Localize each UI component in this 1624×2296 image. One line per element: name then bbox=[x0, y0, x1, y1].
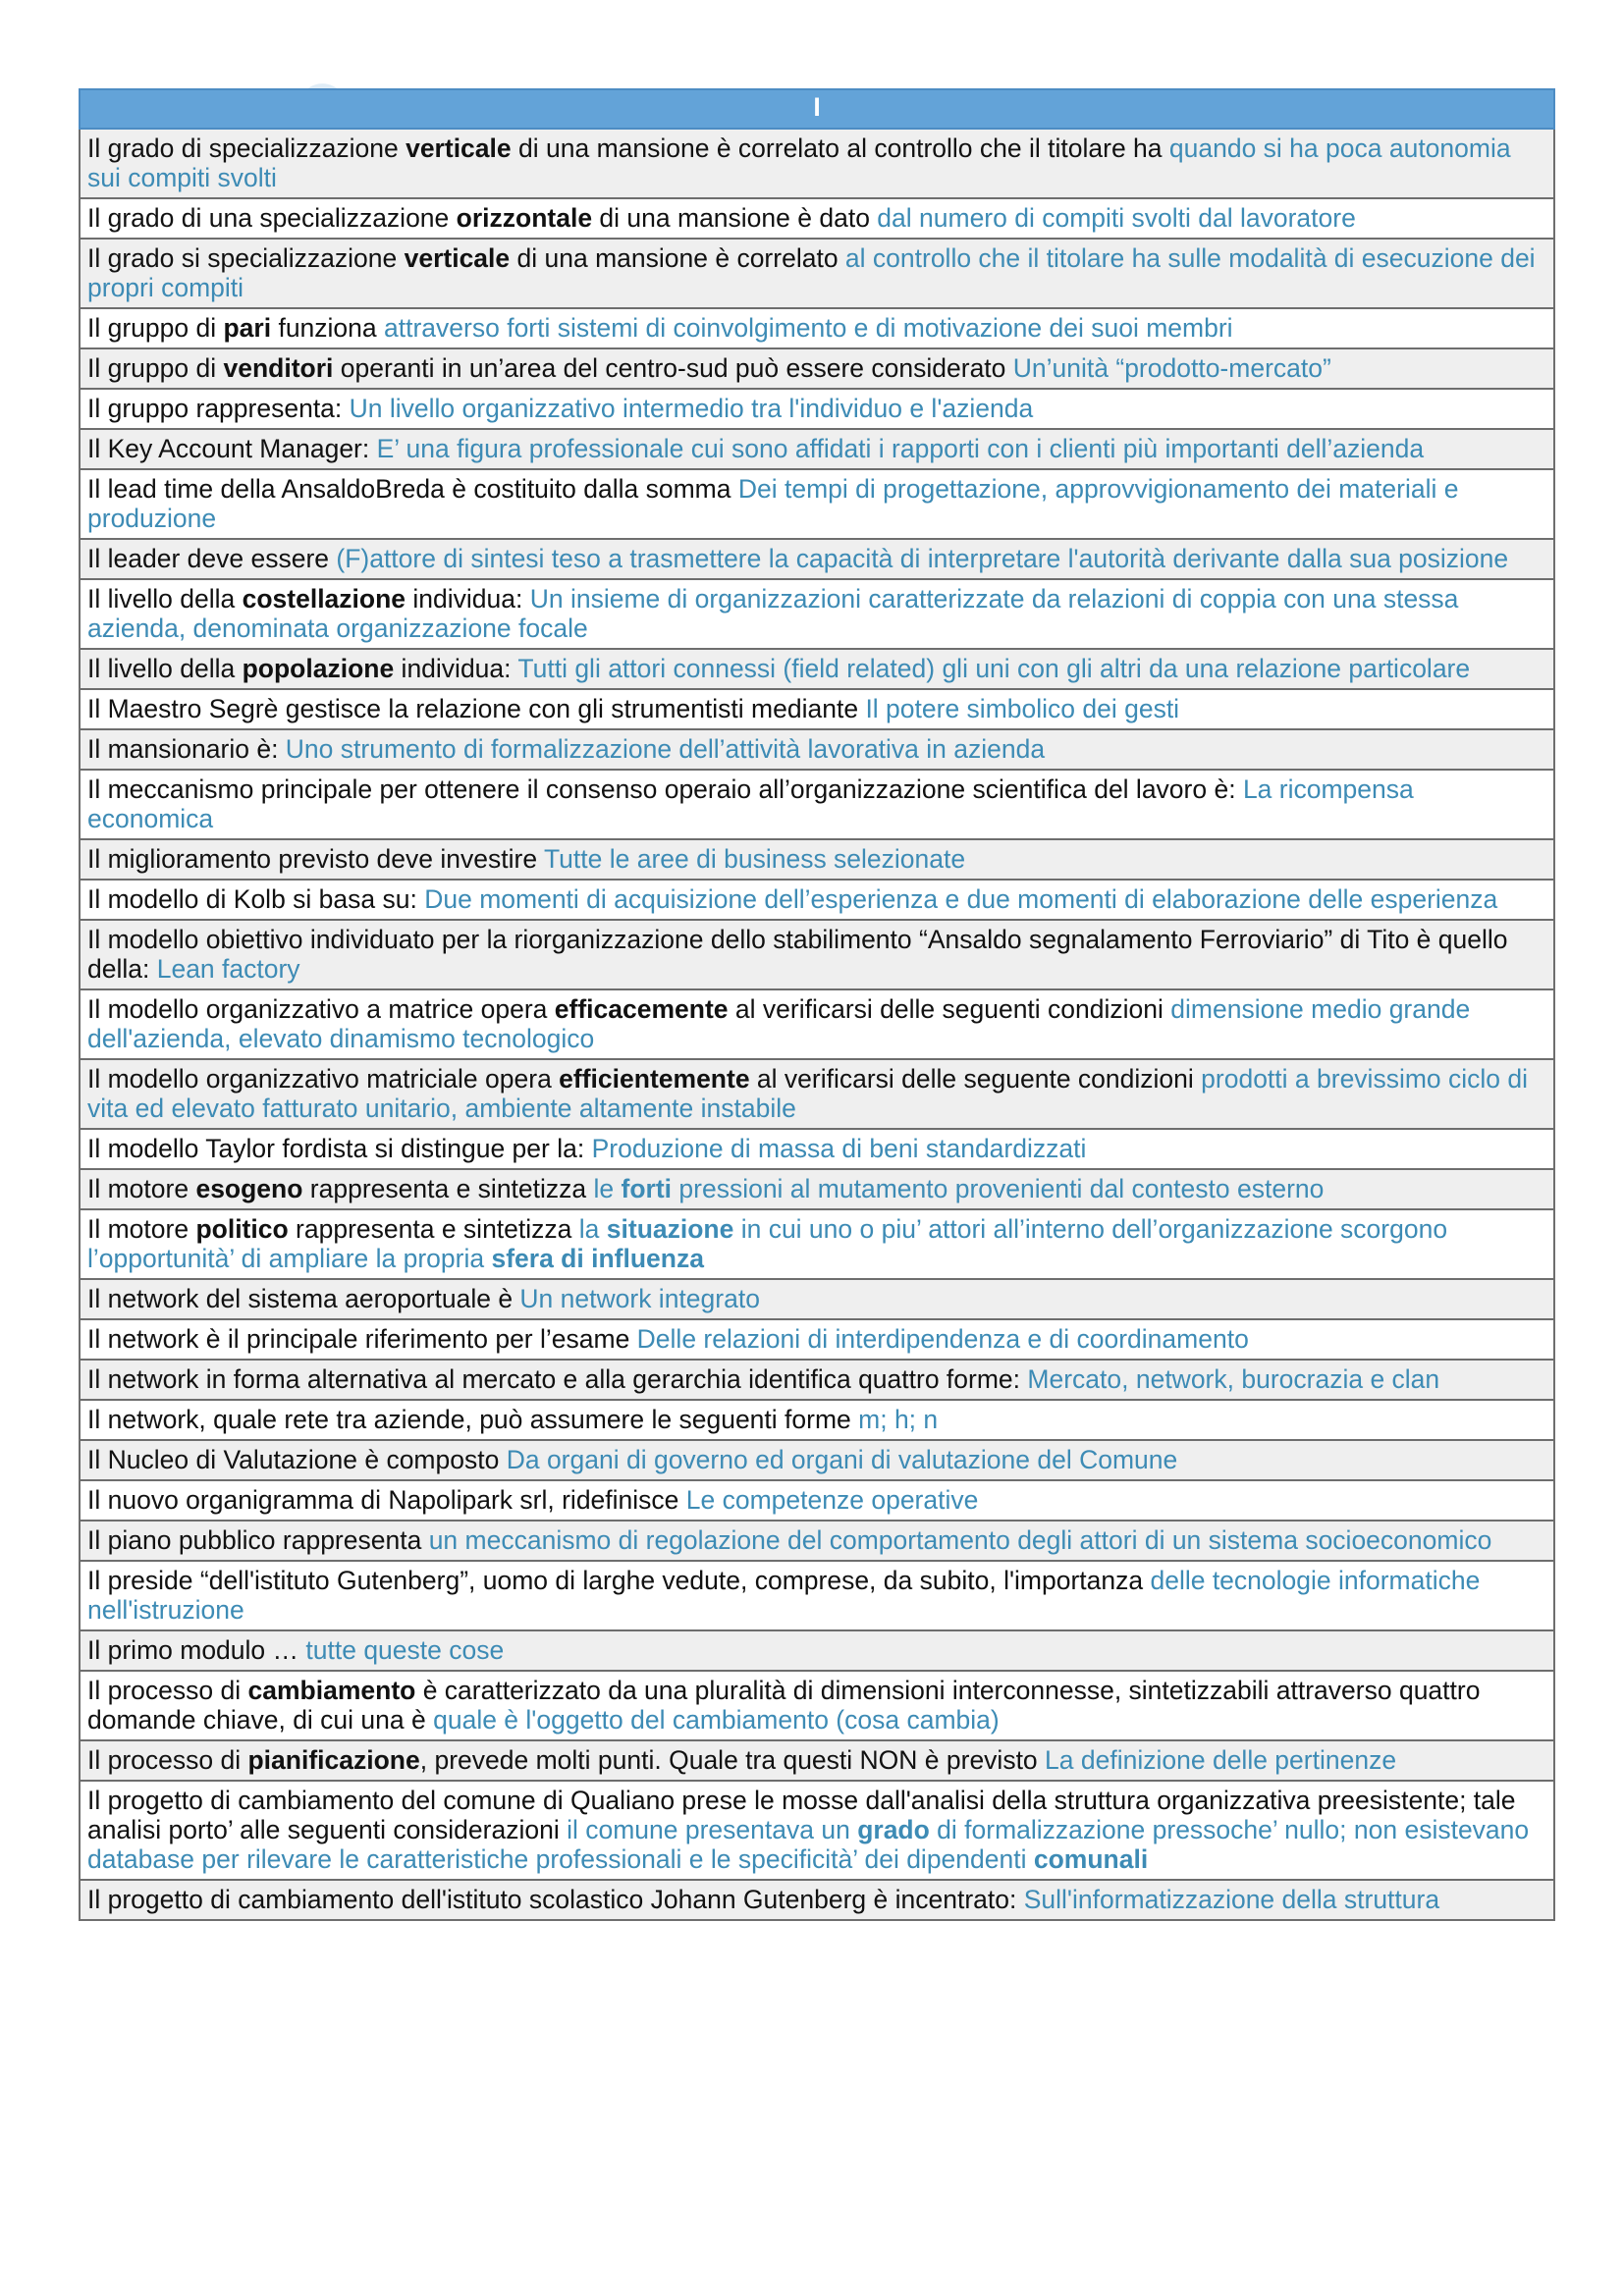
answer-text: quando si ha poca autonomia sui compiti svolti bbox=[87, 133, 1511, 192]
answer-text: Dei tempi di progettazione, approvvigionamento dei materiali e produzione bbox=[87, 474, 1459, 533]
answer-text: Da organi di governo ed organi di valutazione del Comune bbox=[506, 1445, 1178, 1474]
answer-text: al controllo che il titolare ha sulle modalità di esecuzione dei propri compiti bbox=[87, 243, 1536, 302]
question-text: , prevede molti punti. Quale tra questi NON è previsto bbox=[419, 1745, 1046, 1775]
table-row bbox=[80, 239, 1554, 308]
answer-text: la bbox=[578, 1214, 607, 1244]
answer-text: Lean factory bbox=[156, 954, 300, 984]
qa-cell bbox=[80, 1279, 1554, 1319]
answer-text: Un livello organizzativo intermedio tra l'individuo e l'azienda bbox=[349, 394, 1034, 423]
answer-text: Delle relazioni di interdipendenza e di coordinamento bbox=[636, 1324, 1249, 1354]
question-text: Il modello organizzativo matriciale opera bbox=[87, 1064, 560, 1094]
table-row bbox=[80, 1480, 1554, 1521]
table-row bbox=[80, 1360, 1554, 1400]
qa-cell bbox=[80, 579, 1554, 649]
table-row bbox=[80, 1880, 1554, 1920]
answer-text: le bbox=[593, 1174, 622, 1203]
question-text: verticale bbox=[406, 133, 512, 163]
table-row bbox=[80, 389, 1554, 429]
qa-cell bbox=[80, 1630, 1554, 1671]
question-text: al verificarsi delle seguenti condizioni bbox=[728, 994, 1171, 1024]
answer-text: (F)attore di sintesi teso a trasmettere la capacità di interpretare l'autorità derivante dalla sua posizione bbox=[336, 544, 1509, 573]
qa-cell bbox=[80, 429, 1554, 469]
table-row bbox=[80, 880, 1554, 920]
question-text: esogeno bbox=[195, 1174, 303, 1203]
table-row bbox=[80, 839, 1554, 880]
qa-cell bbox=[80, 770, 1554, 839]
answer-text: quale è l'oggetto del cambiamento (cosa cambia) bbox=[433, 1705, 1000, 1735]
table-row bbox=[80, 129, 1554, 198]
answer-text: il comune presentava un bbox=[567, 1815, 858, 1844]
answer-text: Sull'informatizzazione della struttura bbox=[1023, 1885, 1440, 1914]
question-text: di una mansione è correlato al controllo che il titolare ha bbox=[511, 133, 1169, 163]
question-text: Il gruppo rappresenta: bbox=[87, 394, 350, 423]
answer-text: delle tecnologie informatiche nell'istruzione bbox=[87, 1566, 1481, 1625]
table-row bbox=[80, 579, 1554, 649]
question-text: di una mansione è dato bbox=[592, 203, 878, 233]
question-text: Il network è il principale riferimento per l’esame bbox=[87, 1324, 637, 1354]
question-text: Il Nucleo di Valutazione è composto bbox=[87, 1445, 507, 1474]
answer-text: Uno strumento di formalizzazione dell’attività lavorativa in azienda bbox=[285, 734, 1046, 764]
question-text: Il livello della bbox=[87, 584, 243, 614]
answer-text: dal numero di compiti svolti dal lavoratore bbox=[877, 203, 1356, 233]
answer-text: m; h; n bbox=[858, 1405, 939, 1434]
question-text: Il progetto di cambiamento del comune di Qualiano prese le mosse dall'analisi della struttura organizzativa preesistente; tale analisi porto’ alle seguenti considerazioni bbox=[87, 1786, 1516, 1844]
question-text: Il meccanismo principale per ottenere il consenso operaio all’organizzazione scientifica del lavoro è: bbox=[87, 774, 1243, 804]
table-row bbox=[80, 198, 1554, 239]
question-text: costellazione bbox=[242, 584, 406, 614]
question-text: Il grado di specializzazione bbox=[87, 133, 406, 163]
table-row bbox=[80, 689, 1554, 729]
qa-table bbox=[79, 88, 1555, 1921]
qa-cell bbox=[80, 1781, 1554, 1880]
question-text: Il processo di bbox=[87, 1745, 248, 1775]
question-text: pianificazione bbox=[247, 1745, 420, 1775]
table-row bbox=[80, 920, 1554, 989]
answer-text: prodotti a brevissimo ciclo di vita ed elevato fatturato unitario, ambiente altamente instabile bbox=[87, 1064, 1529, 1123]
question-text: Il miglioramento previsto deve investire bbox=[87, 844, 544, 874]
question-text: al verificarsi delle seguente condizioni bbox=[749, 1064, 1202, 1094]
answer-text: in cui uno o piu’ attori all’interno dell’organizzazione scorgono l’opportunità’ di ampliare la propria bbox=[87, 1214, 1448, 1273]
question-text: efficacemente bbox=[554, 994, 729, 1024]
question-text: rappresenta e sintetizza bbox=[302, 1174, 594, 1203]
question-text: Il preside “dell'istituto Gutenberg”, uomo di larghe vedute, comprese, da subito, l'importanza bbox=[87, 1566, 1151, 1595]
qa-cell bbox=[80, 348, 1554, 389]
qa-cell bbox=[80, 1440, 1554, 1480]
question-text: Il gruppo di bbox=[87, 313, 224, 343]
question-text: Il motore bbox=[87, 1174, 196, 1203]
answer-text: Le competenze operative bbox=[685, 1485, 979, 1515]
question-text: Il modello obiettivo individuato per la riorganizzazione dello stabilimento “Ansaldo segnalamento Ferroviario” di Tito è quello della: bbox=[87, 925, 1508, 984]
qa-cell bbox=[80, 469, 1554, 539]
qa-cell bbox=[80, 729, 1554, 770]
answer-text: La ricompensa economica bbox=[87, 774, 1414, 833]
table-row bbox=[80, 1319, 1554, 1360]
table-row bbox=[80, 1129, 1554, 1169]
question-text: Il primo modulo … bbox=[87, 1635, 306, 1665]
qa-cell bbox=[80, 389, 1554, 429]
question-text: è caratterizzato da una pluralità di dimensioni interconnesse, sintetizzabili attraverso quattro domande chiave, di cui una è bbox=[87, 1676, 1481, 1735]
question-text: cambiamento bbox=[247, 1676, 416, 1705]
table-row bbox=[80, 1279, 1554, 1319]
qa-cell bbox=[80, 1521, 1554, 1561]
qa-cell bbox=[80, 1319, 1554, 1360]
question-text: Il lead time della AnsaldoBreda è costituito dalla somma bbox=[87, 474, 738, 504]
answer-text: situazione bbox=[606, 1214, 734, 1244]
table-row bbox=[80, 1209, 1554, 1279]
question-text: Il network del sistema aeroportuale è bbox=[87, 1284, 520, 1313]
table-row bbox=[80, 1740, 1554, 1781]
question-text: Il Key Account Manager: bbox=[87, 434, 377, 463]
question-text: Il processo di bbox=[87, 1676, 248, 1705]
qa-cell bbox=[80, 308, 1554, 348]
table-row bbox=[80, 1671, 1554, 1740]
question-text: Il modello di Kolb si basa su: bbox=[87, 884, 425, 914]
question-text: venditori bbox=[223, 353, 334, 383]
qa-cell bbox=[80, 1880, 1554, 1920]
question-text: Il network, quale rete tra aziende, può assumere le seguenti forme bbox=[87, 1405, 859, 1434]
table-row bbox=[80, 429, 1554, 469]
table-row bbox=[80, 770, 1554, 839]
qa-cell bbox=[80, 920, 1554, 989]
question-text: orizzontale bbox=[456, 203, 593, 233]
table-row bbox=[80, 1781, 1554, 1880]
qa-cell bbox=[80, 1209, 1554, 1279]
answer-text: Un’unità “prodotto-mercato” bbox=[1012, 353, 1331, 383]
section-letter: I bbox=[80, 89, 1554, 129]
table-row bbox=[80, 308, 1554, 348]
answer-text: comunali bbox=[1033, 1844, 1149, 1874]
question-text: individua: bbox=[406, 584, 530, 614]
qa-cell bbox=[80, 689, 1554, 729]
answer-text: Un insieme di organizzazioni caratterizzate da relazioni di coppia con una stessa azienda, denominata organizzazione focale bbox=[87, 584, 1459, 643]
question-text: Il leader deve essere bbox=[87, 544, 337, 573]
question-text: popolazione bbox=[242, 654, 395, 683]
question-text: Il gruppo di bbox=[87, 353, 224, 383]
question-text: Il progetto di cambiamento dell'istituto scolastico Johann Gutenberg è incentrato: bbox=[87, 1885, 1024, 1914]
table-row bbox=[80, 1630, 1554, 1671]
answer-text: E’ una figura professionale cui sono affidati i rapporti con i clienti più importanti dell’azienda bbox=[376, 434, 1425, 463]
question-text: operanti in un’area del centro-sud può essere considerato bbox=[333, 353, 1013, 383]
table-row bbox=[80, 1561, 1554, 1630]
question-text: politico bbox=[195, 1214, 289, 1244]
answer-text: di formalizzazione pressoche’ nullo; non esistevano database per rilevare le caratteristiche professionali e le specificità’ dei dipendenti bbox=[87, 1815, 1530, 1874]
table-row bbox=[80, 1440, 1554, 1480]
qa-cell bbox=[80, 649, 1554, 689]
table-row bbox=[80, 1169, 1554, 1209]
qa-cell bbox=[80, 1740, 1554, 1781]
table-row bbox=[80, 1400, 1554, 1440]
answer-text: dimensione medio grande dell'azienda, elevato dinamismo tecnologico bbox=[87, 994, 1471, 1053]
question-text: rappresenta e sintetizza bbox=[288, 1214, 579, 1244]
table-row bbox=[80, 649, 1554, 689]
question-text: Il piano pubblico rappresenta bbox=[87, 1525, 429, 1555]
table-row bbox=[80, 989, 1554, 1059]
question-text: di una mansione è correlato bbox=[510, 243, 845, 273]
answer-text: pressioni al mutamento provenienti dal contesto esterno bbox=[672, 1174, 1325, 1203]
question-text: Il modello Taylor fordista si distingue per la: bbox=[87, 1134, 592, 1163]
table-row bbox=[80, 469, 1554, 539]
qa-cell bbox=[80, 989, 1554, 1059]
table-row bbox=[80, 348, 1554, 389]
answer-text: forti bbox=[621, 1174, 673, 1203]
table-header-row bbox=[80, 89, 1554, 129]
table-row bbox=[80, 539, 1554, 579]
answer-text: La definizione delle pertinenze bbox=[1045, 1745, 1397, 1775]
question-text: pari bbox=[223, 313, 272, 343]
qa-cell bbox=[80, 539, 1554, 579]
qa-cell bbox=[80, 880, 1554, 920]
qa-cell bbox=[80, 239, 1554, 308]
question-text: funziona bbox=[271, 313, 385, 343]
answer-text: Il potere simbolico dei gesti bbox=[865, 694, 1180, 723]
qa-cell bbox=[80, 1480, 1554, 1521]
answer-text: Tutte le aree di business selezionate bbox=[543, 844, 966, 874]
question-text: individua: bbox=[394, 654, 518, 683]
question-text: Il mansionario è: bbox=[87, 734, 286, 764]
question-text: Il grado si specializzazione bbox=[87, 243, 405, 273]
question-text: Il nuovo organigramma di Napolipark srl, ridefinisce bbox=[87, 1485, 686, 1515]
qa-cell bbox=[80, 1059, 1554, 1129]
question-text: efficientemente bbox=[559, 1064, 750, 1094]
question-text: Il livello della bbox=[87, 654, 243, 683]
qa-cell bbox=[80, 1360, 1554, 1400]
answer-text: Tutti gli attori connessi (field related) gli uni con gli altri da una relazione particolare bbox=[517, 654, 1471, 683]
answer-text: un meccanismo di regolazione del comportamento degli attori di un sistema socioeconomico bbox=[428, 1525, 1492, 1555]
question-text: Il network in forma alternativa al mercato e alla gerarchia identifica quattro forme: bbox=[87, 1364, 1028, 1394]
qa-cell bbox=[80, 1169, 1554, 1209]
answer-text: Un network integrato bbox=[519, 1284, 760, 1313]
question-text: Il grado di una specializzazione bbox=[87, 203, 457, 233]
question-text: verticale bbox=[404, 243, 511, 273]
answer-text: Produzione di massa di beni standardizzati bbox=[591, 1134, 1087, 1163]
qa-cell bbox=[80, 129, 1554, 198]
qa-cell bbox=[80, 1561, 1554, 1630]
answer-text: attraverso forti sistemi di coinvolgimento e di motivazione dei suoi membri bbox=[384, 313, 1233, 343]
qa-cell bbox=[80, 198, 1554, 239]
answer-text: grado bbox=[857, 1815, 930, 1844]
qa-cell bbox=[80, 1129, 1554, 1169]
answer-text: Mercato, network, burocrazia e clan bbox=[1027, 1364, 1440, 1394]
answer-text: sfera di influenza bbox=[491, 1244, 704, 1273]
answer-text: tutte queste cose bbox=[305, 1635, 505, 1665]
answer-text: Due momenti di acquisizione dell’esperienza e due momenti di elaborazione delle esperienza bbox=[424, 884, 1498, 914]
question-text: Il motore bbox=[87, 1214, 196, 1244]
table-row bbox=[80, 1521, 1554, 1561]
question-text: Il Maestro Segrè gestisce la relazione con gli strumentisti mediante bbox=[87, 694, 866, 723]
table-row bbox=[80, 729, 1554, 770]
qa-cell bbox=[80, 1671, 1554, 1740]
table-row bbox=[80, 1059, 1554, 1129]
qa-cell bbox=[80, 1400, 1554, 1440]
qa-cell bbox=[80, 839, 1554, 880]
question-text: Il modello organizzativo a matrice opera bbox=[87, 994, 555, 1024]
